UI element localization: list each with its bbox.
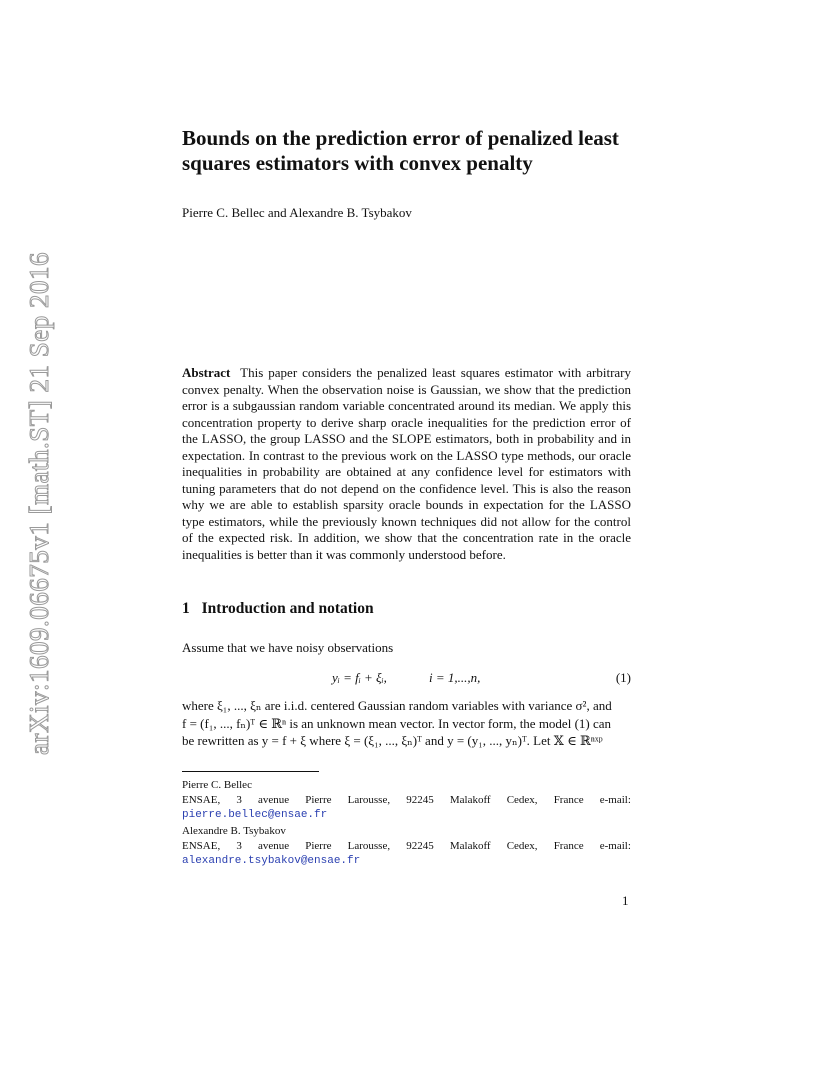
affil-word: France (553, 840, 584, 852)
footnote-author-2 (182, 824, 631, 869)
affil-word: Cedex, (506, 840, 538, 852)
abstract-text: This paper considers the penalized least squares estimator with arbitrary convex penalty. When the observation noise is Gaussian, we show that the prediction error is a subgaussian random variable concentrated around its median. We apply this concentration property to derive sharp oracle inequalities for the prediction error of the LASSO, the group LASSO and the SLOPE estimators, both in probability and in expectation. In contrast to the previous work on the LASSO type methods, our oracle inequalities in probability are obtained at any confidence level for estimators with tuning parameters that do not depend on the confidence level. This is also the reason why we are able to establish sparsity oracle bounds in expectation for the LASSO type estimators, while the previously known techniques did not allow for the control of the expected risk. In addition, we show that the concentration rate in the oracle inequalities is better than it was commonly understood before. (182, 365, 631, 562)
affil-word: ENSAE, (182, 794, 221, 806)
arxiv-stamp-text: arXiv:1609.06675v1 [math.ST] 21 Sep 2016 (24, 252, 54, 755)
abstract (182, 365, 631, 563)
body-line-3: be rewritten as y = f + ξ where ξ = (ξ₁, ..., ξₙ)ᵀ and y = (y₁, ..., yₙ)ᵀ. Let 𝕏 ∈ ℝⁿˣᵖ (182, 733, 603, 748)
footnote-author-1 (182, 778, 631, 823)
email-link[interactable]: pierre.bellec@ensae.fr (182, 809, 328, 821)
footnote-affiliation (182, 793, 631, 808)
body-line-2: f = (f₁, ..., fₙ)ᵀ ∈ ℝⁿ is an unknown mean vector. In vector form, the model (1) can (182, 715, 612, 731)
email-link[interactable]: alexandre.tsybakov@ensae.fr (182, 855, 361, 867)
author-line: Pierre C. Bellec and Alexandre B. Tsybakov (182, 205, 412, 220)
affil-word: 3 (236, 794, 242, 806)
section-title: Introduction and notation (201, 600, 374, 617)
affil-word: avenue (257, 840, 290, 852)
body-line-1: where ξ₁, ..., ξₙ are i.i.d. centered Gaussian random variables with variance σ², and (182, 698, 612, 713)
footnote-affiliation (182, 839, 631, 854)
footnote-name: Pierre C. Bellec (182, 779, 252, 791)
affil-word: Malakoff (449, 794, 491, 806)
page-number: 1 (622, 893, 629, 908)
affil-word: Larousse, (347, 840, 391, 852)
affil-word: avenue (257, 794, 290, 806)
body-paragraph (182, 697, 631, 750)
abstract-heading: Abstract (182, 365, 231, 380)
intro-sentence: Assume that we have noisy observations (182, 640, 394, 655)
paper-title: Bounds on the prediction error of penalized least squares estimators with convex penalty (182, 126, 619, 175)
affil-word: 92245 (406, 794, 434, 806)
affil-word: Malakoff (449, 840, 491, 852)
affil-word: Larousse, (347, 794, 391, 806)
section-heading (182, 600, 631, 618)
affil-word: 3 (236, 840, 242, 852)
equation-1 (182, 670, 631, 688)
affil-word: ENSAE, (182, 840, 221, 852)
affil-word: Pierre (305, 794, 332, 806)
footnote-name: Alexandre B. Tsybakov (182, 825, 286, 837)
affil-word: 92245 (406, 840, 434, 852)
affil-word: France (553, 794, 584, 806)
equation-lhs: yᵢ = fᵢ + ξᵢ, (332, 670, 387, 685)
affil-word: Cedex, (506, 794, 538, 806)
arxiv-stamp (22, 235, 62, 755)
equation-rhs: i = 1,...,n, (429, 670, 481, 685)
equation-label: (1) (615, 670, 631, 685)
affil-word: e-mail: (599, 840, 631, 852)
affil-word: e-mail: (599, 794, 631, 806)
section-number: 1 (182, 600, 190, 617)
footnote-rule (182, 771, 319, 772)
affil-word: Pierre (305, 840, 332, 852)
